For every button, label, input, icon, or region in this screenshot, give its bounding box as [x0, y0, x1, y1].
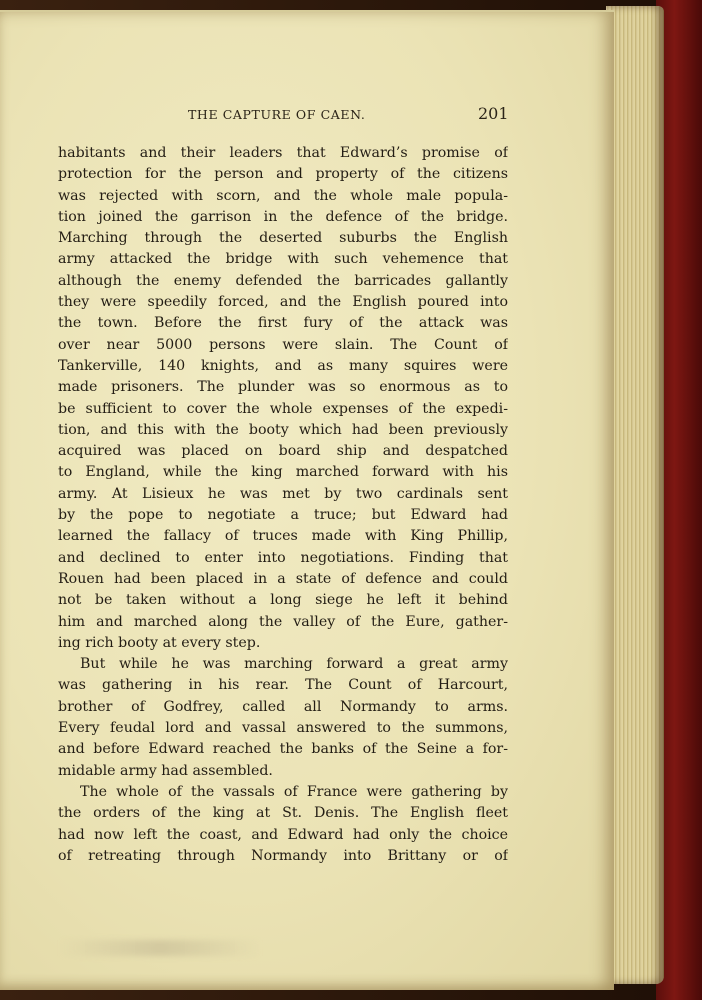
text-line: acquired was placed on board ship and despatched — [58, 443, 508, 460]
text-line: midable army had assembled. — [58, 762, 273, 779]
text-line: was rejected with scorn, and the whole male popula- — [58, 187, 508, 204]
text-line: protection for the person and property of the citizens — [58, 166, 508, 183]
text-line: by the pope to negotiate a truce; but Edward had — [58, 507, 508, 524]
text-line: not be taken without a long siege he left it behind — [58, 592, 508, 609]
text-line: had now left the coast, and Edward had only the choice — [58, 826, 508, 843]
text-line: they were speedily forced, and the English poured into — [58, 294, 508, 311]
text-line: The whole of the vassals of France were gathering by — [80, 783, 508, 800]
text-line: Marching through the deserted suburbs the English — [58, 230, 508, 247]
text-line: habitants and their leaders that Edward’s promise of — [58, 145, 508, 161]
page-shadow — [60, 940, 260, 956]
text-line: But while he was marching forward a great army — [80, 656, 508, 673]
page-number: 201 — [478, 104, 509, 123]
text-line: the town. Before the first fury of the attack was — [58, 315, 508, 332]
page-header — [0, 104, 614, 131]
running-title: THE CAPTURE OF CAEN. — [188, 107, 366, 122]
page-edges — [606, 6, 664, 984]
text-line: and before Edward reached the banks of the Seine a for- — [58, 741, 508, 758]
text-line: Tankerville, 140 knights, and as many squires were — [58, 357, 508, 374]
text-line: to England, while the king marched forward with his — [58, 464, 508, 481]
text-line: him and marched along the valley of the Eure, gather- — [58, 613, 508, 630]
text-line: brother of Godfrey, called all Normandy to arms. — [58, 698, 508, 715]
text-line: was gathering in his rear. The Count of Harcourt, — [58, 677, 508, 694]
text-line: be sufficient to cover the whole expenses of the expedi- — [58, 400, 508, 417]
text-line: although the enemy defended the barricades gallantly — [58, 272, 508, 289]
text-line: Every feudal lord and vassal answered to the summons, — [58, 720, 508, 737]
text-line: learned the fallacy of truces made with King Phillip, — [58, 528, 508, 545]
text-line: made prisoners. The plunder was so enormous as to — [58, 379, 508, 396]
body-text — [58, 143, 508, 867]
text-line: tion joined the garrison in the defence of the bridge. — [58, 208, 508, 225]
text-line: Rouen had been placed in a state of defence and could — [58, 570, 508, 587]
text-line: the orders of the king at St. Denis. The English fleet — [58, 805, 508, 822]
text-line: of retreating through Normandy into Brittany or of — [58, 847, 508, 864]
text-line: army. At Lisieux he was met by two cardinals sent — [58, 485, 508, 502]
text-line: army attacked the bridge with such vehemence that — [58, 251, 508, 268]
book-page — [0, 10, 614, 990]
text-line: and declined to enter into negotiations. Finding that — [58, 549, 508, 566]
text-line: tion, and this with the booty which had been previously — [58, 421, 508, 438]
text-line: ing rich booty at every step. — [58, 634, 261, 651]
text-line: over near 5000 persons were slain. The Count of — [58, 336, 508, 353]
